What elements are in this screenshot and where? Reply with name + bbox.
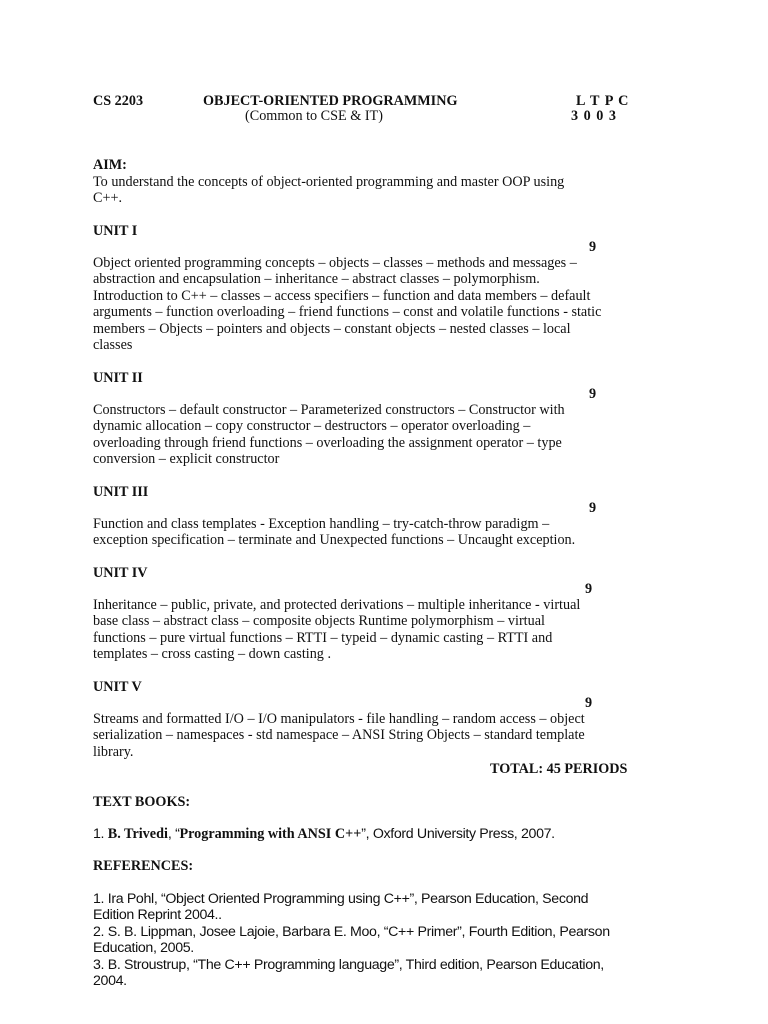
unit-3-hours: 9 (589, 500, 597, 516)
reference-line: Edition Reprint 2004.. (93, 907, 222, 924)
unit-3-line: exception specification – terminate and Unexpected functions – Uncaught exception. (93, 532, 576, 549)
text-book-item (93, 826, 555, 842)
unit-2-line: Constructors – default constructor – Parameterized constructors – Constructor with (93, 402, 565, 418)
text-book-publisher: ”, Oxford University Press, 2007. (361, 826, 555, 842)
unit-1-line: arguments – function overloading – friend functions – const and volatile functions - static (93, 304, 602, 321)
unit-5-content (93, 711, 613, 760)
aim-text (93, 174, 613, 207)
aim-line: To understand the concepts of object-oriented programming and master OOP using (93, 174, 565, 190)
text-books-heading: TEXT BOOKS: (93, 794, 191, 810)
unit-5-heading: UNIT V (93, 679, 142, 695)
text-book-title: Programming with ANSI C++ (179, 826, 362, 842)
unit-2-content (93, 402, 613, 468)
unit-2-heading: UNIT II (93, 370, 143, 386)
unit-4-hours: 9 (585, 581, 593, 597)
aim-line: C++. (93, 190, 123, 207)
unit-4-heading: UNIT IV (93, 565, 148, 581)
unit-1-line: Introduction to C++ – classes – access specifiers – function and data members – default (93, 287, 591, 304)
unit-4-content (93, 597, 613, 663)
ltpc-values: 3 0 0 3 (571, 108, 618, 124)
unit-3-line: Function and class templates - Exception handling – try-catch-throw paradigm – (93, 516, 550, 532)
unit-5-line: serialization – namespaces - std namespace – ANSI String Objects – standard template (93, 727, 585, 744)
unit-5-line: library. (93, 743, 134, 760)
text-book-author: B. Trivedi (107, 826, 168, 842)
unit-1-line: members – Objects – pointers and objects – constant objects – nested classes – local (93, 320, 571, 337)
unit-1-heading: UNIT I (93, 223, 138, 239)
text-book-number: 1. (93, 826, 108, 842)
course-code: CS 2203 (93, 93, 144, 109)
references-heading: REFERENCES: (93, 858, 194, 874)
reference-line: 2004. (93, 973, 127, 990)
unit-2-line: conversion – explicit constructor (93, 451, 280, 468)
unit-1-line: classes (93, 337, 133, 354)
unit-1-content (93, 255, 613, 353)
ltpc-label: L T P C (576, 93, 630, 109)
total-periods: TOTAL: 45 PERIODS (490, 761, 628, 777)
references-list (93, 891, 610, 989)
reference-line: Education, 2005. (93, 940, 194, 957)
unit-4-line: base class – abstract class – composite objects Runtime polymorphism – virtual (93, 613, 545, 630)
unit-1-line: abstraction and encapsulation – inheritance – abstract classes – polymorphism. (93, 271, 540, 288)
unit-3-heading: UNIT III (93, 484, 149, 500)
unit-5-line: Streams and formatted I/O – I/O manipulators - file handling – random access – object (93, 711, 585, 727)
unit-2-hours: 9 (589, 386, 597, 402)
common-note: (Common to CSE & IT) (245, 108, 383, 124)
unit-2-line: dynamic allocation – copy constructor – destructors – operator overloading – (93, 418, 531, 435)
unit-4-line: templates – cross casting – down casting . (93, 646, 331, 663)
unit-4-line: Inheritance – public, private, and protected derivations – multiple inheritance - virtual (93, 597, 581, 613)
unit-1-line: Object oriented programming concepts – objects – classes – methods and messages – (93, 255, 577, 271)
course-title: OBJECT-ORIENTED PROGRAMMING (203, 93, 458, 109)
reference-line: 2. S. B. Lippman, Josee Lajoie, Barbara E. Moo, “C++ Primer”, Fourth Edition, Pearson (93, 923, 610, 940)
unit-4-line: functions – pure virtual functions – RTTI – typeid – dynamic casting – RTTI and (93, 629, 553, 646)
unit-1-hours: 9 (589, 239, 597, 255)
unit-5-hours: 9 (585, 695, 593, 711)
aim-heading: AIM: (93, 157, 127, 173)
text-book-separator: , “ (167, 826, 180, 842)
reference-line: 3. B. Stroustrup, “The C++ Programming language”, Third edition, Pearson Education, (93, 956, 604, 973)
unit-2-line: overloading through friend functions – overloading the assignment operator – type (93, 434, 562, 451)
unit-3-content (93, 516, 613, 549)
reference-line: 1. Ira Pohl, “Object Oriented Programming using C++”, Pearson Education, Second (93, 891, 589, 907)
